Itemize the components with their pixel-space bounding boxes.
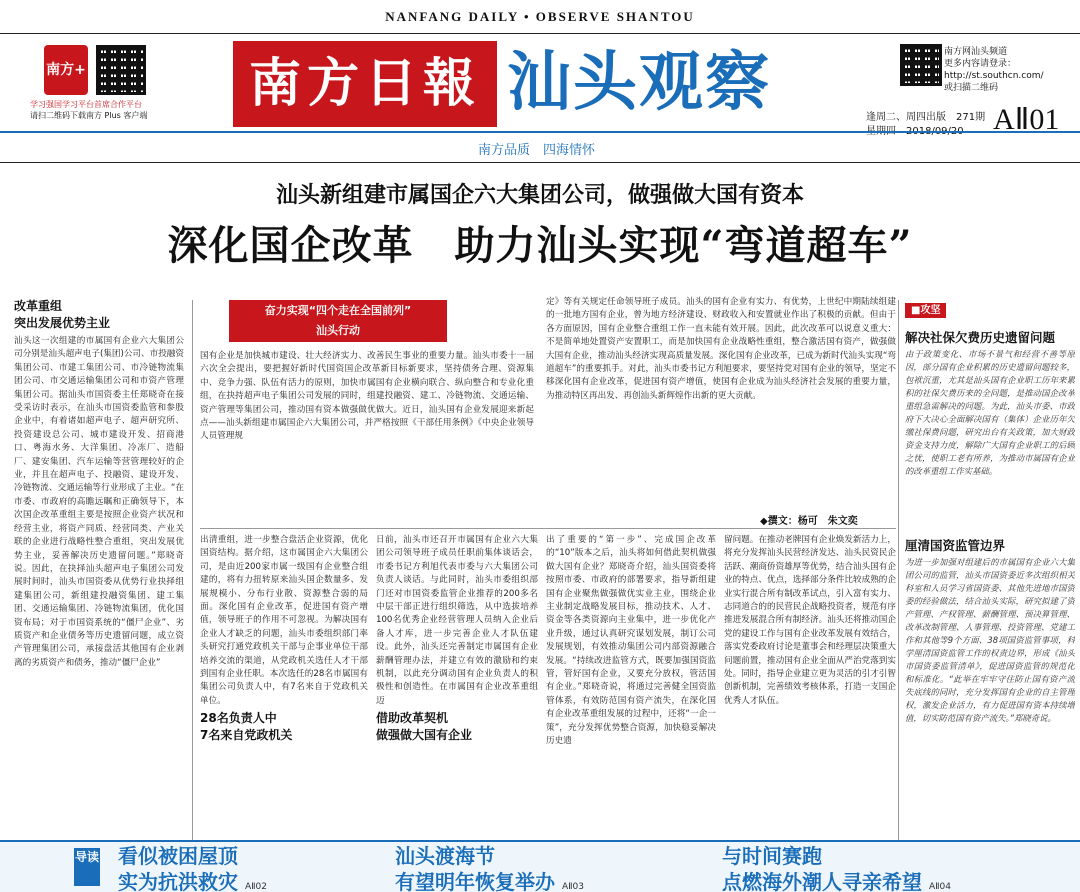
article-kicker: 汕头新组建市属国企六大集团公司，做强做大国有资本 (275, 182, 804, 208)
top-line: NANFANG DAILY • OBSERVE SHANTOU (385, 9, 695, 24)
paragraph-top-col-2: 国有企业是加快城市建设、壮大经济实力、改善民生事业的重要力量。汕头市委十一届六次全会提出，要把握好新时代国资国企改革新目标新要求，坚持债务合理、资源集中、竞争力强、队伍有活力的原则，加快市属国有企业横向联合、纵向整合和专业化重组，在抉持超声电子集团公司发展的同时，组建投融资、建工、冷链物流、交通运输、资产管理等集团公司，推动国有资本做强做优做大。近日，汕头国有企业发展迎来新起点——汕头新组建市属国企六大集团公司，并严格按照《干部任用条例》《中央企业领导人员管理规 (200, 351, 534, 442)
badge-line-2: 汕头行动 (316, 324, 360, 337)
article-column-2 (200, 534, 368, 834)
masthead-logo: 南方日報 (233, 41, 497, 127)
right-qr-code (900, 44, 942, 86)
article-column-4 (546, 534, 716, 834)
column-divider (192, 300, 193, 840)
guide-tag: 导读 (74, 848, 100, 886)
edition-line-2: 星期四 2018/09/20 (866, 126, 964, 137)
guide-item-2-line-2: 有望明年恢复举办 AⅡ03 (395, 870, 585, 892)
sidebar-divider (898, 300, 899, 840)
guide-item-2[interactable] (395, 843, 584, 892)
subhead-3: 借助改革契机 做强做大国有企业 (376, 711, 473, 743)
masthead-title: 汕头观察 (507, 46, 771, 120)
paragraph-col-4: 出了重要的“第一步”、完成国企改革的“10”版本之后，汕头将如何借此契机做强做大国有企业？郑晓奇介绍，汕头国资委将按照市委、市政府的部署要求，指导新组建国有企业聚焦做强做优实业主业，围绕企业主业制定战略发展目标，推动技术、人才、资金等各类资源向主业集中，进一步优化产业升级，通过认真研究谋划发展，制订公司发展规划，有效推动集团公司内部资源融合发展。“持续改进监管方式，既要加强国资监管，管好国有企业，又要充分放权，管活国有企业。”郑晓奇说，将通过完善健全国资监管体系，有效防范国有资产流失，在深化国有企业改革重组发展的过程中，还将“一企一策”，充分发挥优势整合资源，加快稳妥解决历史遗 (546, 535, 716, 747)
byline: ◆撰文：杨可 朱文奕 (760, 516, 858, 527)
mid-rule (200, 528, 896, 529)
sidebar-body-2: 为进一步加强对组建后的市属国有企业六大集团公司的监管，汕头市国资委近多次组织相关科室和人员学习省国资委、其他先进地市国资委的经验做法，结合汕头实际，研究拟建了资产管理、产权管理、薪酬管理、预决算管理、改革改制管理、人事管理、投资管理、党建工作和其他等9个方面、38项国资监管事项，科学厘清国资监管工作的权责边界，形成《汕头市国资委监管清单》，促进国资监管的规范化和标准化。“此举在牢牢守住防止国有资产流失底线的同时，充分发挥国有企业的自主管理权，激发企业活力，有力促进国有资本持续增值，切实防范国有资产流失。”郑晓奇说。 (905, 557, 1075, 723)
sidebar-heading-1: 解决社保欠费历史遗留问题 (905, 330, 1056, 345)
guide-item-3-line-1: 与时间赛跑 (722, 844, 822, 868)
article-headline: 深化国企改革 助力汕头实现“弯道超车” (167, 222, 913, 269)
left-caption-2: 请扫二维码下载南方 Plus 客户端 (30, 111, 148, 120)
right-text-3[interactable]: http://st.southcn.com/ (944, 71, 1044, 81)
subhead-2: 28名负责人中 7名来自党政机关 (200, 711, 293, 743)
paragraph-col-3: 日前，汕头市还召开市属国有企业六大集团公司领导班子成员任职前集体谈话会，市委书记方利旭代表市委与六大集团公司负责人谈话。与此同时，汕头市委组织部门还对市国资委监管企业推荐的200多名中层干部正进行组织筛选，从中选拔培养100名优秀企业经营管理人员纳入企业后备人才库，进一步完善企业人才队伍建设。此外，汕头还完善制定市属国有企业薪酬管理办法，并建立有效的激励和约束机制，以此充分调动国有企业负责人的积极性和创造性。在市属国有企业改革重组迈 (376, 535, 538, 706)
guide-item-1[interactable] (118, 843, 267, 892)
paragraph-col-2: 出清重组，进一步整合盘活企业资源，优化国资结构。据介绍，这市属国企六大集团公司，是由近200家市属一级国有企业整合组建的，将有力扭转原来汕头国企数量多、发展规模小、分布行业散、资源整合弱的局面。深化国有企业改革，促进国有资产增值，领导班子的作用不可忽视。为解决国有企业人才缺乏的问题，汕头市委组织部门率头研究打通党政机关干部与企事业单位干部培养交流的渠道，从党政机关选任人才干部到国有企业任职。本次选任的28名市属国有集团公司负责人中，有7名来自于党政机关单位。 (200, 535, 368, 706)
guide-item-3[interactable] (722, 843, 951, 892)
badge-line-1: 奋力实现“四个走在全国前列” (264, 304, 412, 317)
guide-item-3-line-2: 点燃海外潮人寻亲希望 AⅡ04 (722, 870, 952, 892)
sidebar-body-1: 由于政策变化、市场不景气和经营不善等原因，部分国有企业积累的历史遗留问题较多，包袱沉重，尤其是汕头国有企业职工历年来累积的社保欠费历来的全问题，是推动国企改革重组急需解决的问题。为此，汕头市委、市政府下大决心全面解决国有（集体）企业历年欠缴社保费问题，研究出台有关政策，加大财政资金支持力度，解除广大国有企业职工的后顾之忧，使职工老有所养，为推动市属国有企业的改革重组工作实基础。 (905, 349, 1075, 476)
sidebar-heading-2: 厘清国资监管边界 (905, 538, 1006, 553)
page-number: AⅡ01 (993, 103, 1060, 136)
guide-item-1-line-2: 实为抗洪救灾 AⅡ02 (118, 870, 268, 892)
guide-item-2-line-1: 汕头渡海节 (395, 844, 495, 868)
guide-item-1-line-1: 看似被困屋顶 (118, 844, 238, 868)
article-column-5 (724, 534, 896, 834)
paragraph-col-5: 留问题。在推动老牌国有企业焕发新活力上，将充分发挥汕头民营经济发达、汕头民资民企活跃、潮商侨资雄厚等优势，结合汕头国有企业的特点、优点，选择部分条件比较成熟的企业实行混合所有制改革试点，引入富有实力、志同道合的的民营民企战略投资者，规范有序推进发展混合所有制经济。汕头还将推动国企党的建设工作与国有企业改革发展有效结合，落实党委政府讨论是董事会和经理层决策重大问题前置，推动国有企业全面从严治党落到实处。同时，指导企业建立更为灵活的引才引智创新机制，完善绩效考核体系，打造一支国企优秀人才队伍。 (724, 535, 896, 706)
sidebar-tag: ■攻坚 (905, 303, 946, 318)
right-text-2: 更多内容请登录： (944, 59, 1017, 69)
nanfang-plus-logo: 南方+ (44, 45, 88, 95)
right-text-4: 或扫描二维码 (944, 83, 999, 93)
campaign-badge (229, 300, 447, 342)
article-column-1 (14, 296, 184, 836)
left-caption-1: 学习强国学习平台首席合作平台 (30, 100, 142, 109)
left-qr-code (96, 45, 146, 95)
article-column-3 (376, 534, 538, 834)
article-top-col-2 (200, 350, 534, 508)
right-info (944, 46, 1044, 94)
edition-line-1: 逢周二、周四出版 271期 (866, 112, 986, 123)
subhead-1: 改革重组 突出发展优势主业 (14, 299, 111, 330)
guide-item-3-page: AⅡ04 (928, 882, 952, 892)
right-text-1: 南方网汕头频道 (944, 47, 1008, 57)
masthead-rule (0, 131, 1080, 133)
edition-info (866, 111, 985, 139)
slogan: 南方品质 四海情怀 (478, 143, 596, 158)
guide-item-1-page: AⅡ02 (244, 882, 268, 892)
guide-item-2-page: AⅡ03 (561, 882, 585, 892)
article-top-col-3 (546, 296, 896, 508)
paragraph-top-col-3: 定》等有关规定任命领导班子成员。汕头的国有企业有实力、有优势，上世纪中期陆续组建的一批地方国有企业，曾为地方经济建设、财政收入和安置就业作出了积极的贡献。但由于各方面原因，国有企业整合重组工作一直未能有效开展。因此，此次改革可以说意义重大：不是简单地处置资产安置职工，而是加快国有企业战略性重组，整合激活国有资产，做强做大国有企业，推动汕头经济实现高质量发展。深化国有企业改革，已成为新时代汕头实现“弯道超车”的重要抓手。对此，汕头市委书记方利旭要求，要坚持党对国有企业的领导，坚定不移深化国有企业改革，促进国有资产增值，使国有企业成为汕头经济社会发展的重要力量，为推动特区再出发、再创汕头新辉煌作出新的更大贡献。 (546, 297, 896, 401)
top-rule (0, 33, 1080, 34)
paragraph-col-1: 汕头这一次组建的市属国有企业六大集团公司分别是汕头超声电子(集团)公司、市投融资集团公司、市建工集团公司、市冷链物流集团公司、市交通运输集团公司和市资产管理集团公司。据汕头市国资委主任郑晓奇在接受采访时表示，在汕头市国资委监管和参股企业中，有着诸如超声电子、超声研究所、投资建设总公司、城市建设开发、招商港口、粤海水务、大洋集团、冷冻厂、造船厂、建安集团、汽车运输等营管理较好的企业，并且在超声电子、投融资、建设开发、冷链物流、交通运输等行业形成了主业。“在市委、市政府的高瞻远瞩和正确领导下，本次国企改革重组主要是按照企业资产状况和经营主业，将资产同质、经营同类、产业关联的企业进行战略性整合重组，突出发展优势主业，妥善解决历史遗留问题。”郑晓奇说。因此，在抉择汕头超声电子集团公司发展时间时，汕头市国资委从优势行业抉择组建集团公司，新组建投融资集团、建工集团、交通运输集团、冷链物流集团，优化国资布局；对于市国资系统的“僵尸企业”、劣质资产和企业债务等历史遗留问题，成立资产管理集团公司，承接盘活其他国有企业剥离的劣质资产和债务，推动“僵尸企业” (14, 336, 184, 668)
slogan-rule (0, 162, 1080, 163)
